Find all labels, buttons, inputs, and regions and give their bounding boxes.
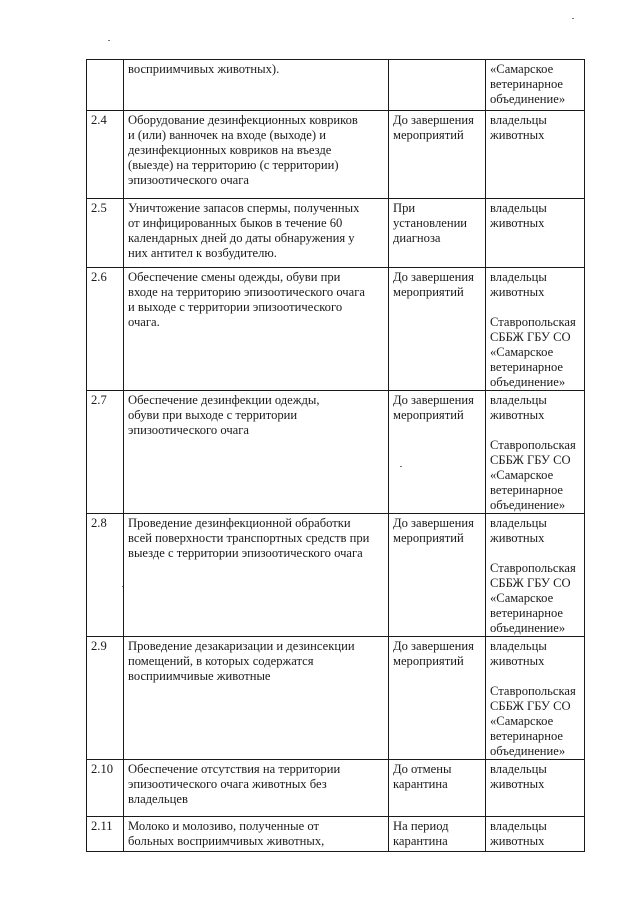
measure-text-line: восприимчивые животные	[128, 669, 271, 683]
responsible-cell	[486, 391, 585, 514]
responsible-text-line: объединение»	[490, 498, 566, 512]
responsible-text-line: объединение»	[490, 92, 566, 106]
term-text-line: установлении	[393, 216, 468, 230]
measure-text-line: дезинфекционных ковриков на въезде	[128, 143, 332, 157]
responsible-text-line: «Самарское	[490, 345, 554, 359]
row-number-cell	[87, 268, 124, 391]
responsible-cell	[486, 60, 585, 111]
row-number: 2.9	[91, 639, 107, 653]
responsible-text-line: объединение»	[490, 375, 566, 389]
responsible-text-line: животных	[490, 285, 545, 299]
measure-text-line: Оборудование дезинфекционных ковриков	[128, 113, 358, 127]
measure-cell	[124, 637, 389, 760]
line-spacer	[490, 423, 580, 438]
measure-cell	[124, 817, 389, 852]
measure-text-line: и выходе с территории эпизоотического	[128, 300, 343, 314]
responsible-text-line: «Самарское	[490, 468, 554, 482]
term-text-line: При	[393, 201, 416, 215]
measure-cell	[124, 760, 389, 817]
responsible-text-line: СББЖ ГБУ СО	[490, 699, 571, 713]
responsible-text-line: владельцы	[490, 113, 547, 127]
row-number: 2.10	[91, 762, 114, 776]
row-number-cell	[87, 514, 124, 637]
term-cell	[389, 60, 486, 111]
measure-text-line: Уничтожение запасов спермы, полученных	[128, 201, 360, 215]
term-text-line: карантина	[393, 834, 448, 848]
term-text-line: До отмены	[393, 762, 452, 776]
row-number-cell	[87, 111, 124, 199]
responsible-cell	[486, 817, 585, 852]
term-text-line: диагноза	[393, 231, 441, 245]
row-number-cell	[87, 637, 124, 760]
responsible-text-line: животных	[490, 531, 545, 545]
responsible-text-line: «Самарское	[490, 714, 554, 728]
measure-text-line: от инфицированных быков в течение 60	[128, 216, 343, 230]
responsible-text-line: животных	[490, 654, 545, 668]
term-cell	[389, 817, 486, 852]
row-number-cell	[87, 760, 124, 817]
responsible-text-line: СББЖ ГБУ СО	[490, 453, 571, 467]
table-row	[87, 60, 585, 111]
line-spacer	[490, 300, 580, 315]
table-row	[87, 111, 585, 199]
responsible-text-line: Ставропольская	[490, 561, 576, 575]
row-number: 2.11	[91, 819, 113, 833]
responsible-text-line: животных	[490, 834, 545, 848]
measure-text-line: Проведение дезинфекционной обработки	[128, 516, 351, 530]
line-spacer	[490, 546, 580, 561]
term-text-line: До завершения	[393, 639, 474, 653]
term-text-line: До завершения	[393, 393, 474, 407]
line-spacer	[490, 669, 580, 684]
responsible-text-line: владельцы	[490, 270, 547, 284]
responsible-text-line: ветеринарное	[490, 77, 563, 91]
responsible-text-line: ветеринарное	[490, 483, 563, 497]
scan-speck	[572, 18, 574, 19]
measure-text-line: эпизоотического очага животных без	[128, 777, 327, 791]
measure-cell	[124, 111, 389, 199]
term-cell	[389, 514, 486, 637]
responsible-cell	[486, 268, 585, 391]
responsible-text-line: Ставропольская	[490, 438, 576, 452]
responsible-cell	[486, 637, 585, 760]
responsible-text-line: животных	[490, 216, 545, 230]
term-cell	[389, 760, 486, 817]
responsible-text-line: ветеринарное	[490, 729, 563, 743]
term-text-line: На период	[393, 819, 449, 833]
responsible-cell	[486, 514, 585, 637]
term-text-line: мероприятий	[393, 408, 464, 422]
table-row	[87, 199, 585, 268]
term-cell	[389, 637, 486, 760]
responsible-text-line: объединение»	[490, 744, 566, 758]
measure-text-line: Проведение дезакаризации и дезинсекции	[128, 639, 355, 653]
row-number-cell	[87, 60, 124, 111]
table-row	[87, 514, 585, 637]
responsible-text-line: СББЖ ГБУ СО	[490, 576, 571, 590]
responsible-text-line: владельцы	[490, 762, 547, 776]
row-number: 2.5	[91, 201, 107, 215]
measure-cell	[124, 60, 389, 111]
term-cell	[389, 199, 486, 268]
term-text-line: мероприятий	[393, 285, 464, 299]
measure-text-line: Обеспечение смены одежды, обуви при	[128, 270, 341, 284]
measure-text-line: помещений, в которых содержатся	[128, 654, 314, 668]
table-row	[87, 391, 585, 514]
term-cell	[389, 111, 486, 199]
table-row	[87, 760, 585, 817]
row-number-cell	[87, 391, 124, 514]
measure-text-line: Обеспечение отсутствия на территории	[128, 762, 341, 776]
term-text-line: мероприятий	[393, 654, 464, 668]
responsible-text-line: животных	[490, 128, 545, 142]
measure-text-line: них антител к возбудителю.	[128, 246, 277, 260]
responsible-text-line: животных	[490, 777, 545, 791]
measure-cell	[124, 514, 389, 637]
row-number: 2.4	[91, 113, 107, 127]
responsible-cell	[486, 111, 585, 199]
measure-text-line: больных восприимчивых животных,	[128, 834, 325, 848]
responsible-text-line: ветеринарное	[490, 360, 563, 374]
measure-text-line: эпизоотического очага	[128, 423, 250, 437]
row-number: 2.7	[91, 393, 107, 407]
measure-text-line: выезде с территории эпизоотического очага	[128, 546, 363, 560]
responsible-cell	[486, 199, 585, 268]
measure-text-line: всей поверхности транспортных средств при	[128, 531, 370, 545]
measure-text-line: Обеспечение дезинфекции одежды,	[128, 393, 320, 407]
responsible-text-line: «Самарское	[490, 591, 554, 605]
row-number-cell	[87, 199, 124, 268]
measure-text-line: (выезде) на территорию (с территории)	[128, 158, 339, 172]
term-text-line: мероприятий	[393, 531, 464, 545]
table-row	[87, 817, 585, 852]
measure-text-line: владельцев	[128, 792, 188, 806]
measure-text-line: и (или) ванночек на входе (выходе) и	[128, 128, 326, 142]
measure-text-line: очага.	[128, 315, 160, 329]
responsible-text-line: «Самарское	[490, 62, 554, 76]
responsible-text-line: владельцы	[490, 516, 547, 530]
term-text-line: мероприятий	[393, 128, 464, 142]
term-text-line: До завершения	[393, 270, 474, 284]
measure-cell	[124, 199, 389, 268]
responsible-cell	[486, 760, 585, 817]
responsible-text-line: объединение»	[490, 621, 566, 635]
responsible-text-line: животных	[490, 408, 545, 422]
measure-text-line: Молоко и молозиво, полученные от	[128, 819, 319, 833]
measure-cell	[124, 268, 389, 391]
term-cell	[389, 391, 486, 514]
row-number: 2.6	[91, 270, 107, 284]
responsible-text-line: ветеринарное	[490, 606, 563, 620]
term-text-line: До завершения	[393, 113, 474, 127]
measure-cell	[124, 391, 389, 514]
responsible-text-line: СББЖ ГБУ СО	[490, 330, 571, 344]
responsible-text-line: владельцы	[490, 819, 547, 833]
measure-text-line: входе на территорию эпизоотического очага	[128, 285, 365, 299]
responsible-text-line: владельцы	[490, 639, 547, 653]
responsible-text-line: владельцы	[490, 393, 547, 407]
row-number-cell	[87, 817, 124, 852]
term-text-line: До завершения	[393, 516, 474, 530]
term-text-line: карантина	[393, 777, 448, 791]
responsible-text-line: Ставропольская	[490, 315, 576, 329]
measure-text-line: эпизоотического очага	[128, 173, 250, 187]
responsible-text-line: Ставропольская	[490, 684, 576, 698]
measure-text-line: календарных дней до даты обнаружения у	[128, 231, 355, 245]
term-cell	[389, 268, 486, 391]
measures-table	[86, 59, 585, 852]
table-row	[87, 637, 585, 760]
row-number: 2.8	[91, 516, 107, 530]
responsible-text-line: владельцы	[490, 201, 547, 215]
measure-text-line: обуви при выходе с территории	[128, 408, 298, 422]
table-row	[87, 268, 585, 391]
scan-speck	[108, 40, 110, 41]
measure-text-line: восприимчивых животных).	[128, 62, 280, 76]
